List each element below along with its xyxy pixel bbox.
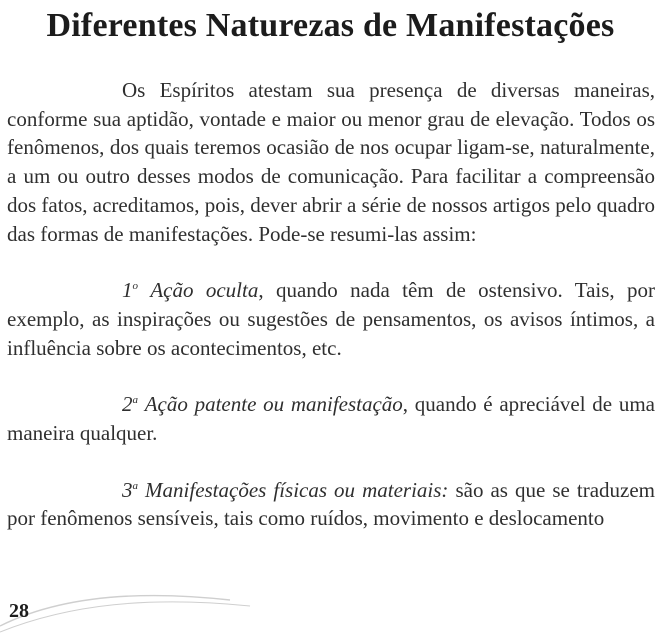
item-1-number: 1 bbox=[122, 278, 133, 303]
item-2-term: Ação patente ou manifestação bbox=[144, 392, 403, 417]
item-2-text: , quando é apreciável de uma maneira qualquer. bbox=[7, 392, 655, 446]
page-number: 28 bbox=[9, 600, 29, 622]
paragraph-intro: Os Espíritos atestam sua presença de diversas maneiras, conforme sua aptidão, vontade e maior ou menor grau de elevação. Todos os fenômenos, dos quais teremos ocasião de nos ocupar ligam-se, naturalmente, a um ou outro desses modos de comunicação. Para facilitar a compreensão dos fatos, acreditamos, pois, dever abrir a série de nossos artigos pelo quadro das formas de manifestações. Pode-se resumi-las assim: bbox=[7, 78, 655, 246]
item-2-number: 2 bbox=[122, 392, 133, 417]
paragraph-item-3 bbox=[7, 476, 655, 533]
item-1-term: Ação oculta bbox=[150, 278, 259, 303]
chapter-title: Diferentes Naturezas de Manifestações bbox=[46, 7, 615, 44]
page-ornament-swoosh bbox=[0, 586, 661, 636]
item-1-ordinal: o bbox=[132, 280, 138, 293]
item-1-text: , quando nada têm de ostensivo. Tais, por exemplo, as inspirações ou sugestões de pensamentos, os avisos íntimos, a influência sobre os acontecimentos, etc. bbox=[7, 278, 655, 360]
body-text bbox=[7, 76, 655, 533]
item-2-ordinal: a bbox=[132, 394, 138, 407]
paragraph-item-1 bbox=[7, 276, 655, 362]
item-3-text: são as que se traduzem por fenômenos sensíveis, tais como ruídos, movimento e deslocamento bbox=[7, 477, 655, 531]
item-3-term: Manifestações físicas ou materiais: bbox=[145, 477, 449, 502]
item-3-number: 3 bbox=[122, 477, 133, 502]
paragraph-item-2 bbox=[7, 390, 655, 447]
item-3-ordinal: a bbox=[132, 479, 138, 492]
